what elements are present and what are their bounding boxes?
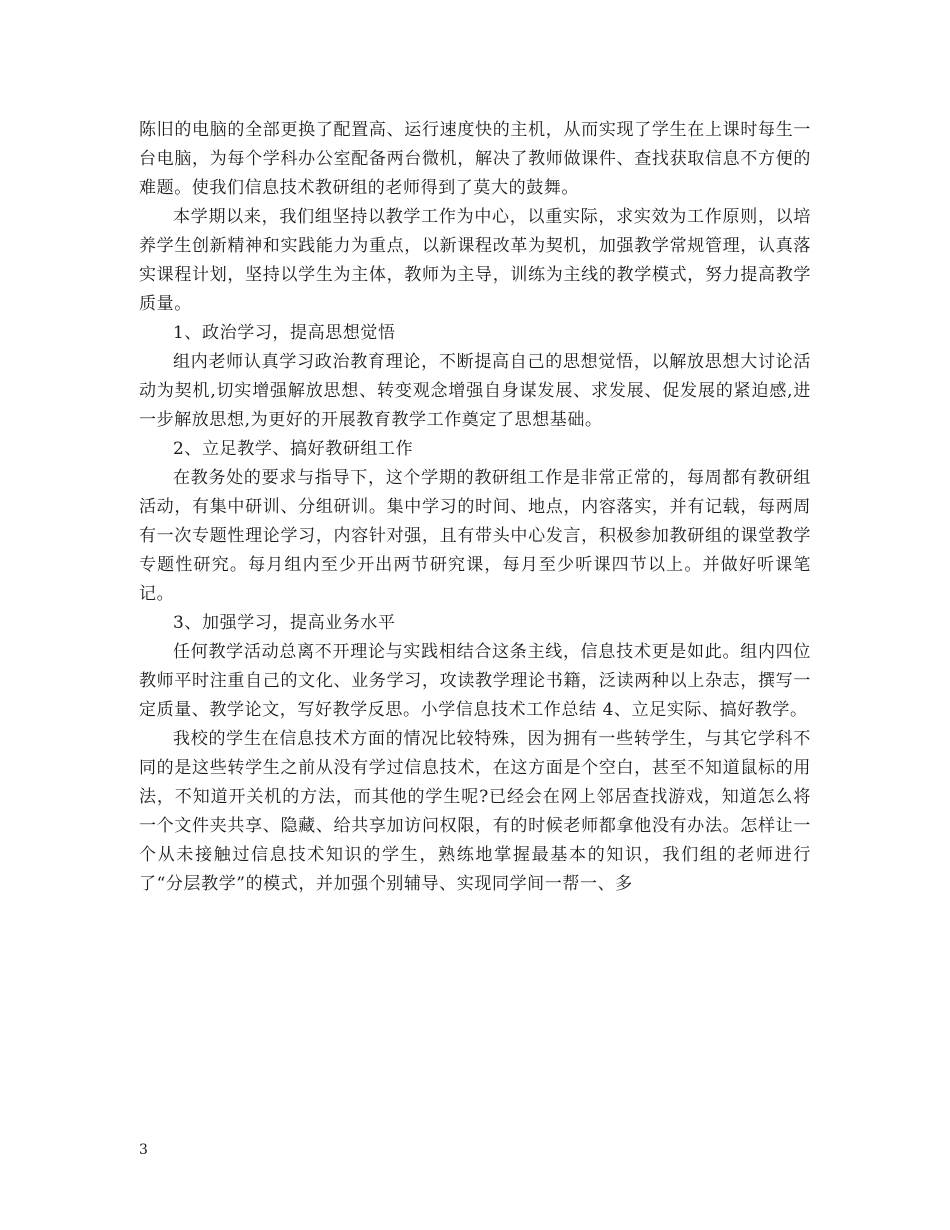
document-body bbox=[139, 116, 811, 899]
section-heading-professional-study: 3、加强学习，提高业务水平 bbox=[173, 613, 396, 633]
paragraph-professional-study: 任何教学活动总离不开理论与实践相结合这条主线，信息技术更是如此。组内四位教师平时注重自己的文化、业务学习，攻读教学理论书籍，泛读两种以上杂志，撰写一定质量、教学论文，写好教学反思。小学信息技术工作总结 4、立足实际、搞好教学。 bbox=[139, 642, 811, 720]
paragraph-teaching-research: 在教务处的要求与指导下，这个学期的教研组工作是非常正常的，每周都有教研组活动，有集中研训、分组研训。集中学习的时间、地点，内容落实，并有记载，每两周有一次专题性理论学习，内容针对强，且有带头中心发言，积极参加教研组的课堂教学专题性研究。每月组内至少开出两节研究课，每月至少听课四节以上。并做好听课笔记。 bbox=[139, 468, 811, 604]
paragraph-student-situation: 我校的学生在信息技术方面的情况比较特殊，因为拥有一些转学生，与其它学科不同的是这些转学生之前从没有学过信息技术，在这方面是个空白，甚至不知道鼠标的用法，不知道开关机的方法，而其他的学生呢?已经会在网上邻居查找游戏，知道怎么将一个文件夹共享、隐藏、给共享加访问权限，有的时候老师都拿他没有办法。怎样让一个从未接触过信息技术知识的学生，熟练地掌握最基本的知识，我们组的老师进行了“分层教学”的模式，并加强个别辅导、实现同学间一帮一、多 bbox=[139, 729, 811, 894]
page-number: 3 bbox=[139, 1142, 148, 1158]
paragraph-political-study: 组内老师认真学习政治教育理论，不断提高自己的思想觉悟，以解放思想大讨论活动为契机,切实增强解放思想、转变观念增强自身谋发展、求发展、促发展的紧迫感,进一步解放思想,为更好的开展教育教学工作奠定了思想基础。 bbox=[139, 352, 811, 430]
paragraph-teaching-principles: 本学期以来，我们组坚持以教学工作为中心，以重实际，求实效为工作原则，以培养学生创新精神和实践能力为重点，以新课程改革为契机，加强教学常规管理，认真落实课程计划，坚持以学生为主体，教师为主导，训练为主线的教学模式，努力提高教学质量。 bbox=[139, 207, 811, 314]
section-heading-political-study: 1、政治学习，提高思想觉悟 bbox=[173, 323, 396, 343]
section-heading-teaching-research: 2、立足教学、搞好教研组工作 bbox=[173, 439, 414, 459]
paragraph-continuation: 陈旧的电脑的全部更换了配置高、运行速度快的主机，从而实现了学生在上课时每生一台电脑，为每个学科办公室配备两台微机，解决了教师做课件、查找获取信息不方便的难题。使我们信息技术教研组的老师得到了莫大的鼓舞。 bbox=[139, 120, 811, 198]
